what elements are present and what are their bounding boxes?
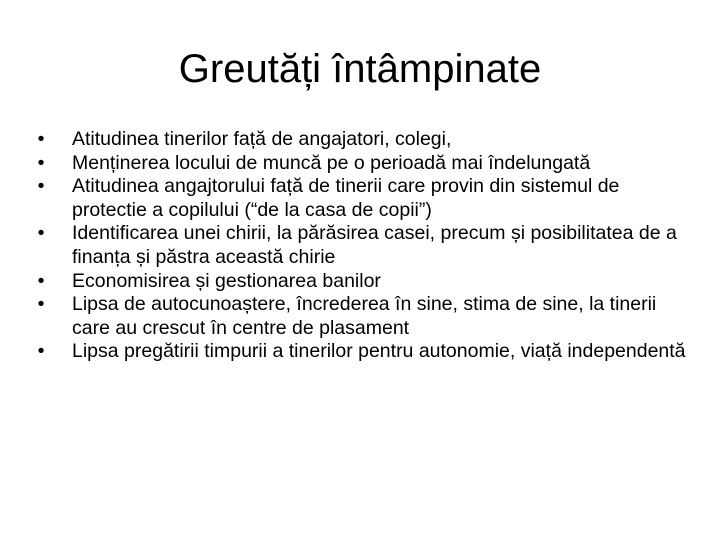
bullet-text: Identificarea unei chirii, la părăsirea casei, precum și posibilitatea de a finanța și păstra această chirie: [72, 222, 677, 268]
bullet-icon: •: [37, 151, 45, 174]
bullet-text: Atitudinea tinerilor față de angajatori, colegi,: [72, 128, 452, 150]
slide-title: Greutăți întâmpinate: [178, 47, 542, 91]
bullet-text: Menținerea locului de muncă pe o perioadă mai îndelungată: [72, 151, 591, 174]
list-item: [30, 128, 690, 152]
list-item: [30, 340, 690, 364]
list-item: [30, 152, 690, 176]
bullet-text: Lipsa de autocunoaștere, încrederea în sine, stima de sine, la tinerii care au crescut în centre de plasament: [72, 293, 657, 339]
bullet-icon: •: [37, 293, 45, 316]
bullet-icon: •: [37, 128, 45, 150]
bullet-icon: •: [37, 222, 45, 245]
bullet-text: Atitudinea angajtorului față de tinerii care provin din sistemul de protectie a copilului (“de la casa de copii”): [72, 175, 620, 221]
bullet-list: [30, 128, 690, 364]
list-item: [30, 270, 690, 294]
list-item: [30, 293, 690, 340]
bullet-text: Economisirea și gestionarea banilor: [72, 269, 381, 292]
bullet-icon: •: [37, 175, 45, 198]
list-item: [30, 175, 690, 222]
list-item: [30, 222, 690, 269]
bullet-icon: •: [37, 340, 45, 363]
bullet-icon: •: [37, 269, 45, 292]
bullet-text: Lipsa pregătirii timpurii a tinerilor pentru autonomie, viață independentă: [72, 340, 686, 363]
